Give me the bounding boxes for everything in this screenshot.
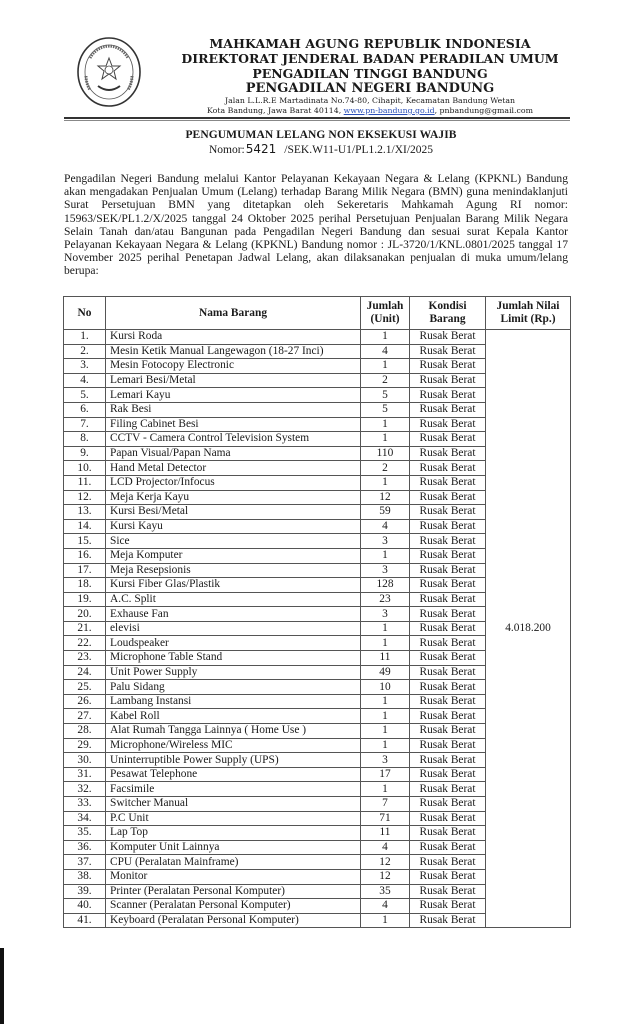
cell-nama: Palu Sidang: [106, 680, 361, 695]
letterhead-divider: [64, 117, 570, 119]
header-limit-1: Jumlah Nilai: [496, 300, 560, 312]
cell-kondisi: Rusak Berat: [410, 490, 486, 505]
address-email: , pnbandung@gmail.com: [434, 106, 533, 115]
cell-nama: elevisi: [106, 621, 361, 636]
cell-nama: Microphone Table Stand: [106, 651, 361, 666]
cell-jumlah: 5: [361, 388, 410, 403]
cell-no: 4.: [64, 373, 106, 388]
header-kondisi: [410, 297, 486, 330]
cell-no: 15.: [64, 534, 106, 549]
cell-nama: Rak Besi: [106, 402, 361, 417]
cell-limit-value: 4.018.200: [486, 330, 571, 928]
table-header-row: [64, 297, 571, 330]
cell-kondisi: Rusak Berat: [410, 475, 486, 490]
cell-no: 6.: [64, 402, 106, 417]
cell-nama: Alat Rumah Tangga Lainnya ( Home Use ): [106, 724, 361, 739]
cell-kondisi: Rusak Berat: [410, 505, 486, 520]
cell-kondisi: Rusak Berat: [410, 461, 486, 476]
cell-kondisi: Rusak Berat: [410, 417, 486, 432]
cell-nama: Lemari Besi/Metal: [106, 373, 361, 388]
cell-no: 25.: [64, 680, 106, 695]
cell-kondisi: Rusak Berat: [410, 709, 486, 724]
cell-jumlah: 1: [361, 432, 410, 447]
cell-nama: CPU (Peralatan Mainframe): [106, 855, 361, 870]
body-paragraph: Pengadilan Negeri Bandung melalui Kantor Pelayanan Kekayaan Negara & Lelang (KPKNL) Bandung akan mengadakan Penjualan Umum (Lelang) terhadap Barang Milik Negara (BMN) guna menindaklanjuti Surat Persetujuan BMN yang ditetapkan oleh Sekeretaris Mahkamah Agung RI nomor: 15963/SEK/PL1.2/X/2025 tanggal 24 Oktober 2025 perihal Persetujuan Penjualan Barang Milik Negara Selain Tanah dan/atau Bangunan pada Pengadilan Negeri Bandung dan sesuai surat Kepala Kantor Pelayanan Kekayaan Negara & Lelang (KPKNL) Bandung nomor : JL-3720/1/KNL.0801/2025 tanggal 17 November 2025 perihal Penetapan Jadwal Lelang, akan dilaksanakan penjualan di muka umum/lelang berupa:: [64, 172, 568, 278]
cell-jumlah: 1: [361, 359, 410, 374]
cell-kondisi: Rusak Berat: [410, 782, 486, 797]
header-nama: Nama Barang: [106, 297, 361, 330]
cell-jumlah: 2: [361, 373, 410, 388]
header-jumlah: [361, 297, 410, 330]
cell-nama: Printer (Peralatan Personal Komputer): [106, 884, 361, 899]
address-city: Kota Bandung, Jawa Barat 40114,: [207, 106, 344, 115]
cell-kondisi: Rusak Berat: [410, 388, 486, 403]
cell-jumlah: 12: [361, 869, 410, 884]
cell-no: 12.: [64, 490, 106, 505]
cell-jumlah: 1: [361, 738, 410, 753]
cell-no: 11.: [64, 475, 106, 490]
cell-no: 18.: [64, 578, 106, 593]
cell-nama: Hand Metal Detector: [106, 461, 361, 476]
cell-jumlah: 5: [361, 402, 410, 417]
cell-no: 14.: [64, 519, 106, 534]
address-line-2: [160, 106, 580, 116]
cell-jumlah: 11: [361, 826, 410, 841]
cell-no: 17.: [64, 563, 106, 578]
cell-kondisi: Rusak Berat: [410, 548, 486, 563]
cell-jumlah: 10: [361, 680, 410, 695]
cell-no: 30.: [64, 753, 106, 768]
cell-kondisi: Rusak Berat: [410, 446, 486, 461]
cell-kondisi: Rusak Berat: [410, 607, 486, 622]
cell-no: 38.: [64, 869, 106, 884]
cell-jumlah: 49: [361, 665, 410, 680]
cell-no: 10.: [64, 461, 106, 476]
cell-no: 7.: [64, 417, 106, 432]
cell-jumlah: 1: [361, 621, 410, 636]
cell-nama: Kursi Roda: [106, 330, 361, 345]
cell-jumlah: 1: [361, 913, 410, 928]
header-jumlah-1: Jumlah: [366, 300, 404, 312]
cell-nama: Kursi Kayu: [106, 519, 361, 534]
cell-nama: CCTV - Camera Control Television System: [106, 432, 361, 447]
cell-kondisi: Rusak Berat: [410, 811, 486, 826]
header-kondisi-1: Kondisi: [428, 300, 467, 312]
high-court-name: PENGADILAN TINGGI BANDUNG: [252, 66, 488, 81]
header-kondisi-2: Barang: [429, 313, 466, 325]
cell-no: 20.: [64, 607, 106, 622]
cell-jumlah: 2: [361, 461, 410, 476]
cell-kondisi: Rusak Berat: [410, 578, 486, 593]
cell-no: 13.: [64, 505, 106, 520]
cell-kondisi: Rusak Berat: [410, 753, 486, 768]
directorate-name: DIREKTORAT JENDERAL BADAN PERADILAN UMUM: [181, 51, 559, 66]
cell-kondisi: Rusak Berat: [410, 534, 486, 549]
cell-jumlah: 4: [361, 899, 410, 914]
cell-nama: Meja Resepsionis: [106, 563, 361, 578]
cell-jumlah: 3: [361, 753, 410, 768]
cell-jumlah: 1: [361, 724, 410, 739]
cell-kondisi: Rusak Berat: [410, 899, 486, 914]
cell-jumlah: 3: [361, 534, 410, 549]
cell-nama: Lambang Instansi: [106, 694, 361, 709]
cell-jumlah: 11: [361, 651, 410, 666]
cell-kondisi: Rusak Berat: [410, 738, 486, 753]
cell-jumlah: 1: [361, 636, 410, 651]
cell-no: 40.: [64, 899, 106, 914]
cell-nama: Mesin Fotocopy Electronic: [106, 359, 361, 374]
cell-jumlah: 3: [361, 607, 410, 622]
cell-kondisi: Rusak Berat: [410, 826, 486, 841]
cell-jumlah: 4: [361, 344, 410, 359]
cell-no: 31.: [64, 767, 106, 782]
cell-kondisi: Rusak Berat: [410, 651, 486, 666]
cell-nama: Lemari Kayu: [106, 388, 361, 403]
cell-nama: A.C. Split: [106, 592, 361, 607]
cell-nama: Uninterruptible Power Supply (UPS): [106, 753, 361, 768]
cell-nama: Loudspeaker: [106, 636, 361, 651]
cell-jumlah: 17: [361, 767, 410, 782]
cell-nama: Mesin Ketik Manual Langewagon (18-27 Inci): [106, 344, 361, 359]
cell-kondisi: Rusak Berat: [410, 621, 486, 636]
cell-no: 9.: [64, 446, 106, 461]
cell-nama: Monitor: [106, 869, 361, 884]
cell-jumlah: 71: [361, 811, 410, 826]
cell-jumlah: 35: [361, 884, 410, 899]
cell-no: 41.: [64, 913, 106, 928]
cell-no: 32.: [64, 782, 106, 797]
cell-no: 16.: [64, 548, 106, 563]
header-no: No: [64, 297, 106, 330]
cell-no: 21.: [64, 621, 106, 636]
nomor-suffix: /SEK.W11-U1/PL1.2.1/XI/2025: [284, 144, 434, 156]
cell-kondisi: Rusak Berat: [410, 519, 486, 534]
cell-no: 27.: [64, 709, 106, 724]
cell-nama: Kabel Roll: [106, 709, 361, 724]
cell-jumlah: 59: [361, 505, 410, 520]
cell-nama: Komputer Unit Lainnya: [106, 840, 361, 855]
institution-name: MAHKAMAH AGUNG REPUBLIK INDONESIA: [209, 36, 531, 51]
cell-nama: P.C Unit: [106, 811, 361, 826]
cell-no: 39.: [64, 884, 106, 899]
cell-no: 5.: [64, 388, 106, 403]
cell-kondisi: Rusak Berat: [410, 694, 486, 709]
cell-no: 36.: [64, 840, 106, 855]
nomor-label: Nomor:: [208, 144, 245, 156]
cell-jumlah: 4: [361, 840, 410, 855]
cell-nama: Meja Komputer: [106, 548, 361, 563]
cell-nama: Filing Cabinet Besi: [106, 417, 361, 432]
announcement-number: [0, 142, 622, 157]
cell-no: 29.: [64, 738, 106, 753]
cell-kondisi: Rusak Berat: [410, 869, 486, 884]
cell-nama: Unit Power Supply: [106, 665, 361, 680]
cell-kondisi: Rusak Berat: [410, 636, 486, 651]
letterhead-divider-thin: [64, 120, 570, 121]
cell-jumlah: 1: [361, 782, 410, 797]
cell-jumlah: 1: [361, 330, 410, 345]
cell-nama: Keyboard (Peralatan Personal Komputer): [106, 913, 361, 928]
cell-no: 33.: [64, 797, 106, 812]
cell-jumlah: 110: [361, 446, 410, 461]
cell-no: 2.: [64, 344, 106, 359]
cell-kondisi: Rusak Berat: [410, 797, 486, 812]
cell-nama: Kursi Besi/Metal: [106, 505, 361, 520]
cell-no: 24.: [64, 665, 106, 680]
cell-jumlah: 12: [361, 855, 410, 870]
letterhead-text: [160, 36, 580, 116]
cell-no: 26.: [64, 694, 106, 709]
cell-jumlah: 1: [361, 694, 410, 709]
cell-nama: Papan Visual/Papan Nama: [106, 446, 361, 461]
cell-no: 35.: [64, 826, 106, 841]
cell-kondisi: Rusak Berat: [410, 724, 486, 739]
auction-items-table: [63, 296, 571, 928]
cell-kondisi: Rusak Berat: [410, 767, 486, 782]
cell-jumlah: 23: [361, 592, 410, 607]
cell-jumlah: 128: [361, 578, 410, 593]
letterhead: [0, 0, 622, 125]
cell-nama: Exhause Fan: [106, 607, 361, 622]
cell-kondisi: Rusak Berat: [410, 359, 486, 374]
cell-kondisi: Rusak Berat: [410, 373, 486, 388]
cell-no: 34.: [64, 811, 106, 826]
cell-jumlah: 7: [361, 797, 410, 812]
cell-kondisi: Rusak Berat: [410, 855, 486, 870]
cell-nama: Pesawat Telephone: [106, 767, 361, 782]
cell-jumlah: 1: [361, 475, 410, 490]
header-jumlah-2: (Unit): [370, 313, 400, 325]
nomor-handwritten: 5421: [245, 142, 277, 156]
cell-no: 23.: [64, 651, 106, 666]
cell-jumlah: 1: [361, 417, 410, 432]
cell-nama: Sice: [106, 534, 361, 549]
table-row: [64, 330, 571, 345]
cell-nama: Facsimile: [106, 782, 361, 797]
cell-no: 8.: [64, 432, 106, 447]
district-court-name: PENGADILAN NEGERI BANDUNG: [245, 81, 495, 96]
cell-kondisi: Rusak Berat: [410, 344, 486, 359]
cell-nama: Scanner (Peralatan Personal Komputer): [106, 899, 361, 914]
cell-kondisi: Rusak Berat: [410, 665, 486, 680]
cell-kondisi: Rusak Berat: [410, 592, 486, 607]
cell-jumlah: 12: [361, 490, 410, 505]
announcement-header: [0, 128, 622, 157]
cell-kondisi: Rusak Berat: [410, 402, 486, 417]
court-seal-icon: [76, 36, 142, 108]
header-limit-2: Limit (Rp.): [500, 313, 556, 325]
cell-kondisi: Rusak Berat: [410, 330, 486, 345]
cell-no: 19.: [64, 592, 106, 607]
table-body: [64, 330, 571, 928]
cell-kondisi: Rusak Berat: [410, 913, 486, 928]
header-limit: [486, 297, 571, 330]
cell-no: 1.: [64, 330, 106, 345]
cell-kondisi: Rusak Berat: [410, 840, 486, 855]
cell-no: 37.: [64, 855, 106, 870]
cell-no: 28.: [64, 724, 106, 739]
cell-no: 22.: [64, 636, 106, 651]
cell-nama: Switcher Manual: [106, 797, 361, 812]
cell-kondisi: Rusak Berat: [410, 884, 486, 899]
cell-kondisi: Rusak Berat: [410, 432, 486, 447]
website-link[interactable]: www.pn-bandung.go.id: [343, 106, 435, 115]
cell-jumlah: 4: [361, 519, 410, 534]
cell-kondisi: Rusak Berat: [410, 563, 486, 578]
cell-jumlah: 3: [361, 563, 410, 578]
announcement-title: PENGUMUMAN LELANG NON EKSEKUSI WAJIB: [185, 129, 457, 141]
address-line-1: Jalan L.L.R.E Martadinata No.74-80, Cihapit, Kecamatan Bandung Wetan: [224, 96, 516, 105]
cell-jumlah: 1: [361, 709, 410, 724]
cell-kondisi: Rusak Berat: [410, 680, 486, 695]
cell-nama: Meja Kerja Kayu: [106, 490, 361, 505]
cell-nama: Lap Top: [106, 826, 361, 841]
cell-nama: Kursi Fiber Glas/Plastik: [106, 578, 361, 593]
cell-jumlah: 1: [361, 548, 410, 563]
cell-nama: LCD Projector/Infocus: [106, 475, 361, 490]
cell-no: 3.: [64, 359, 106, 374]
scan-edge: [0, 948, 4, 1024]
cell-nama: Microphone/Wireless MIC: [106, 738, 361, 753]
